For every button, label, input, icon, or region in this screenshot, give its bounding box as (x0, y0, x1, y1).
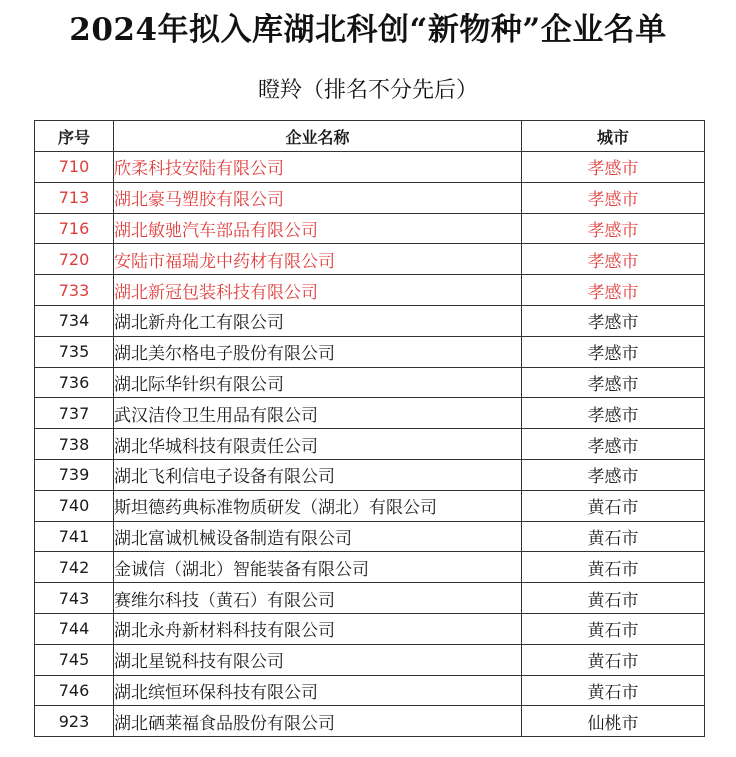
table-row (35, 275, 705, 306)
city-cell: 孝感市 (522, 336, 705, 367)
company-name-cell: 湖北美尔格电子股份有限公司 (114, 336, 522, 367)
city-cell: 孝感市 (522, 398, 705, 429)
company-name-cell: 湖北富诚机械设备制造有限公司 (114, 521, 522, 552)
table-row (35, 552, 705, 583)
table-row (35, 305, 705, 336)
header-serial-number: 序号 (35, 121, 114, 152)
serial-number-cell: 735 (35, 336, 114, 367)
serial-number-cell: 733 (35, 275, 114, 306)
serial-number-cell: 743 (35, 583, 114, 614)
serial-number-cell: 739 (35, 459, 114, 490)
city-cell: 孝感市 (522, 182, 705, 213)
serial-number-cell: 720 (35, 244, 114, 275)
company-name-cell: 武汉洁伶卫生用品有限公司 (114, 398, 522, 429)
company-name-cell: 湖北华城科技有限责任公司 (114, 429, 522, 460)
serial-number-cell: 736 (35, 367, 114, 398)
serial-number-cell: 746 (35, 675, 114, 706)
table-row (35, 182, 705, 213)
serial-number-cell: 738 (35, 429, 114, 460)
company-name-cell: 湖北星锐科技有限公司 (114, 644, 522, 675)
city-cell: 仙桃市 (522, 706, 705, 737)
table-row (35, 521, 705, 552)
table-row (35, 490, 705, 521)
city-cell: 孝感市 (522, 459, 705, 490)
table-row (35, 213, 705, 244)
city-cell: 黄石市 (522, 675, 705, 706)
city-cell: 黄石市 (522, 552, 705, 583)
city-cell: 黄石市 (522, 490, 705, 521)
serial-number-cell: 734 (35, 305, 114, 336)
city-cell: 黄石市 (522, 644, 705, 675)
company-name-cell: 赛维尔科技（黄石）有限公司 (114, 583, 522, 614)
serial-number-cell: 744 (35, 613, 114, 644)
city-cell: 黄石市 (522, 583, 705, 614)
city-cell: 孝感市 (522, 244, 705, 275)
serial-number-cell: 740 (35, 490, 114, 521)
city-cell: 孝感市 (522, 429, 705, 460)
city-cell: 黄石市 (522, 521, 705, 552)
serial-number-cell: 716 (35, 213, 114, 244)
company-name-cell: 湖北硒莱福食品股份有限公司 (114, 706, 522, 737)
city-cell: 孝感市 (522, 213, 705, 244)
company-name-cell: 欣柔科技安陆有限公司 (114, 152, 522, 183)
serial-number-cell: 742 (35, 552, 114, 583)
city-cell: 孝感市 (522, 305, 705, 336)
table-row (35, 336, 705, 367)
serial-number-cell: 741 (35, 521, 114, 552)
company-name-cell: 安陆市福瑞龙中药材有限公司 (114, 244, 522, 275)
table-row (35, 367, 705, 398)
company-name-cell: 斯坦德药典标准物质研发（湖北）有限公司 (114, 490, 522, 521)
serial-number-cell: 737 (35, 398, 114, 429)
table-row (35, 583, 705, 614)
table-row (35, 675, 705, 706)
city-cell: 黄石市 (522, 613, 705, 644)
company-table (34, 120, 705, 737)
table-header-row (35, 121, 705, 152)
city-cell: 孝感市 (522, 275, 705, 306)
company-name-cell: 湖北豪马塑胶有限公司 (114, 182, 522, 213)
table-row (35, 706, 705, 737)
serial-number-cell: 923 (35, 706, 114, 737)
list-subtitle: 瞪羚（排名不分先后） (257, 78, 478, 103)
company-name-cell: 湖北缤恒环保科技有限公司 (114, 675, 522, 706)
company-name-cell: 湖北新舟化工有限公司 (114, 305, 522, 336)
serial-number-cell: 713 (35, 182, 114, 213)
company-name-cell: 湖北敏驰汽车部品有限公司 (114, 213, 522, 244)
serial-number-cell: 710 (35, 152, 114, 183)
document-title: 2024年拟入库湖北科创“新物种”企业名单 (69, 12, 667, 48)
company-name-cell: 湖北新冠包装科技有限公司 (114, 275, 522, 306)
serial-number-cell: 745 (35, 644, 114, 675)
table-row (35, 644, 705, 675)
company-name-cell: 湖北永舟新材料科技有限公司 (114, 613, 522, 644)
company-name-cell: 金诚信（湖北）智能装备有限公司 (114, 552, 522, 583)
table-row (35, 613, 705, 644)
company-name-cell: 湖北际华针织有限公司 (114, 367, 522, 398)
table-row (35, 459, 705, 490)
header-city: 城市 (522, 121, 705, 152)
table-row (35, 398, 705, 429)
table-row (35, 152, 705, 183)
city-cell: 孝感市 (522, 152, 705, 183)
table-row (35, 429, 705, 460)
table-row (35, 244, 705, 275)
company-name-cell: 湖北飞利信电子设备有限公司 (114, 459, 522, 490)
city-cell: 孝感市 (522, 367, 705, 398)
header-company-name: 企业名称 (114, 121, 522, 152)
